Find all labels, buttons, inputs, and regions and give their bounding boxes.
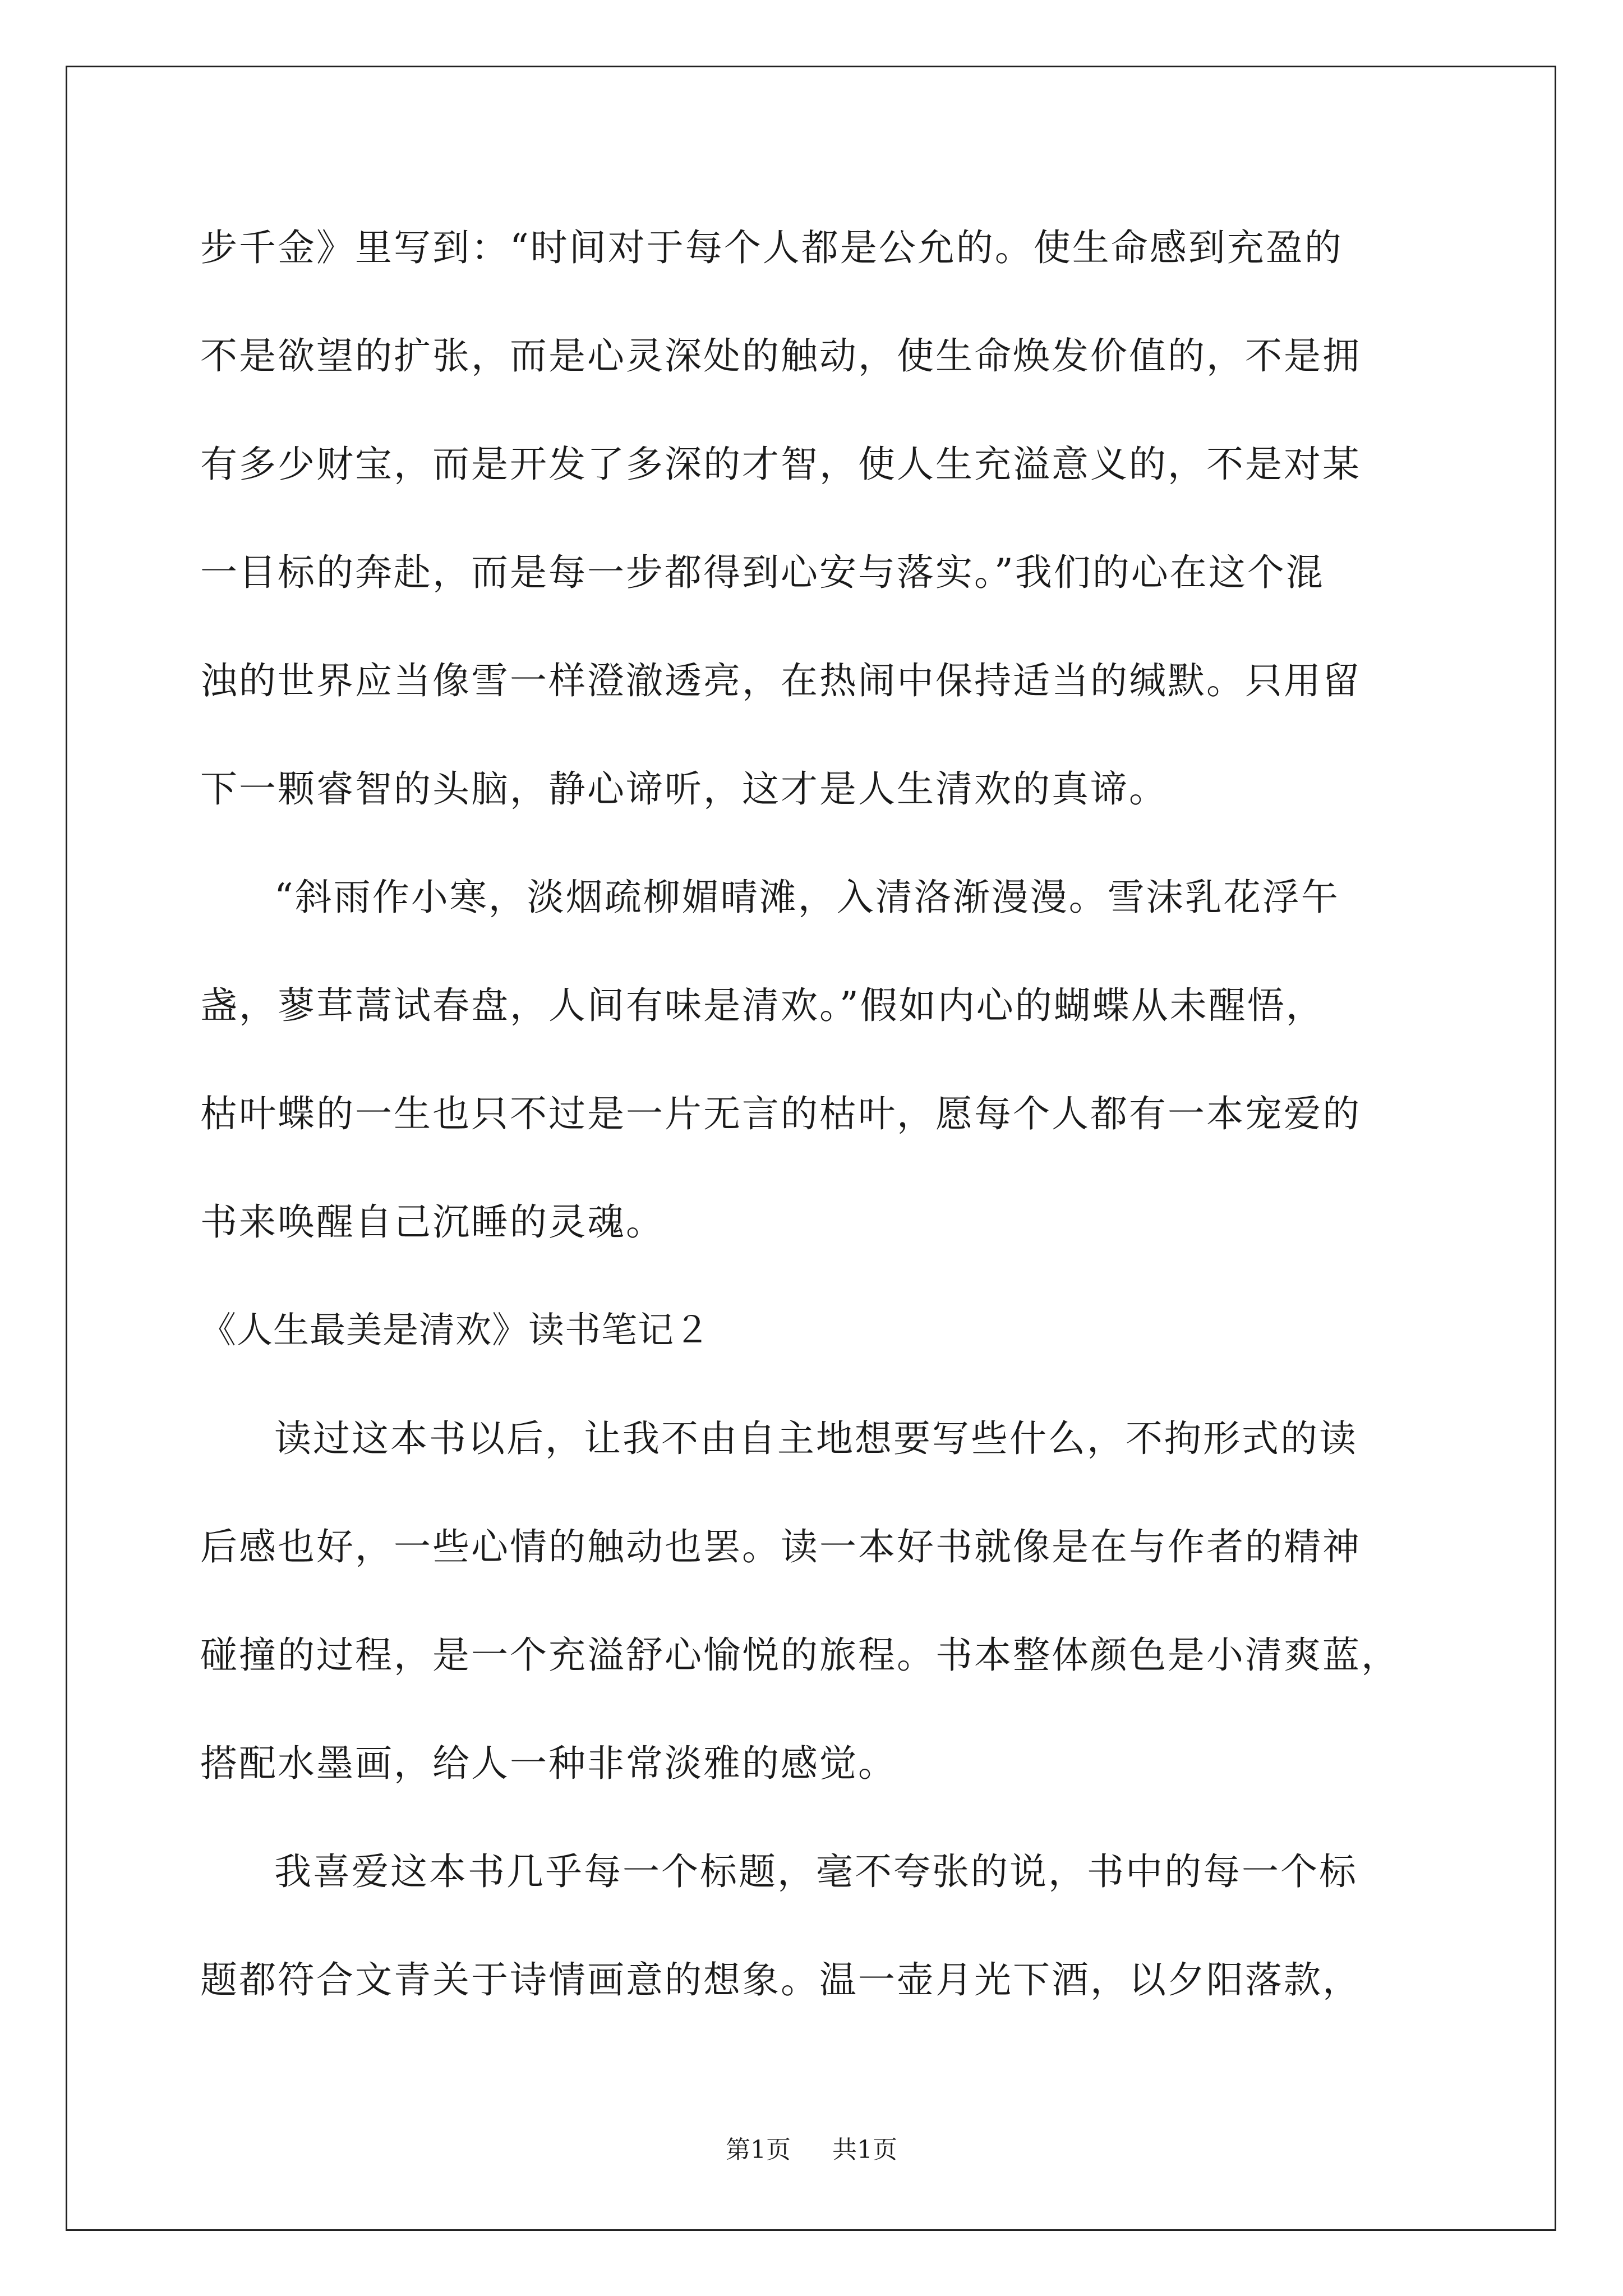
text-line: 我喜爱这本书几乎每一个标题，毫不夸张的说，书中的每一个标 (274, 1850, 1358, 1893)
section-heading (200, 1297, 1423, 1406)
text-line: 题都符合文青关于诗情画意的想象。温一壶月光下酒，以夕阳落款， (200, 1958, 1361, 2001)
text-line: 枯叶蝶的一生也只不过是一片无言的枯叶，愿每个人都有一本宠爱的 (200, 1092, 1361, 1135)
text-line: 步千金》里写到：“时间对于每个人都是公允的。使生命感到充盈的 (200, 226, 1343, 269)
page-total: 共1页 (832, 2136, 897, 2164)
document-body (200, 215, 1423, 2055)
paragraph (200, 215, 1423, 864)
text-line: 盏，蓼茸蒿试春盘，人间有味是清欢。”假如内心的蝴蝶从未醒悟， (200, 984, 1325, 1027)
text-line: 一目标的奔赴，而是每一步都得到心安与落实。”我们的心在这个混 (200, 551, 1325, 594)
paragraph (200, 1839, 1423, 2055)
text-line: “斜雨作小寒，淡烟疏柳媚晴滩，入清洛渐漫漫。雪沫乳花浮午 (274, 876, 1340, 919)
text-line: 搭配水墨画，给人一种非常淡雅的感觉。 (200, 1742, 897, 1785)
paragraph (200, 1406, 1423, 1839)
text-line: 不是欲望的扩张，而是心灵深处的触动，使生命焕发价值的，不是拥 (200, 334, 1361, 378)
text-line: 书来唤醒自己沉睡的灵魂。 (200, 1200, 665, 1244)
text-line: 碰撞的过程，是一个充溢舒心愉悦的旅程。书本整体颜色是小清爽蓝， (200, 1634, 1400, 1677)
paragraph (200, 864, 1423, 1297)
text-line: 下一颗睿智的头脑，静心谛听，这才是人生清欢的真谛。 (200, 767, 1168, 811)
text-line: 有多少财宝，而是开发了多深的才智，使人生充溢意义的，不是对某 (200, 443, 1361, 486)
heading-text: 《人生最美是清欢》读书笔记２ (200, 1310, 711, 1351)
text-line: 后感也好，一些心情的触动也罢。读一本好书就像是在与作者的精神 (200, 1525, 1361, 1568)
page-footer (0, 2133, 1623, 2167)
text-line: 读过这本书以后，让我不由自主地想要写些什么，不拘形式的读 (274, 1417, 1358, 1460)
text-line: 浊的世界应当像雪一样澄澈透亮，在热闹中保持适当的缄默。只用留 (200, 659, 1361, 702)
page-number: 第1页 (726, 2136, 791, 2164)
